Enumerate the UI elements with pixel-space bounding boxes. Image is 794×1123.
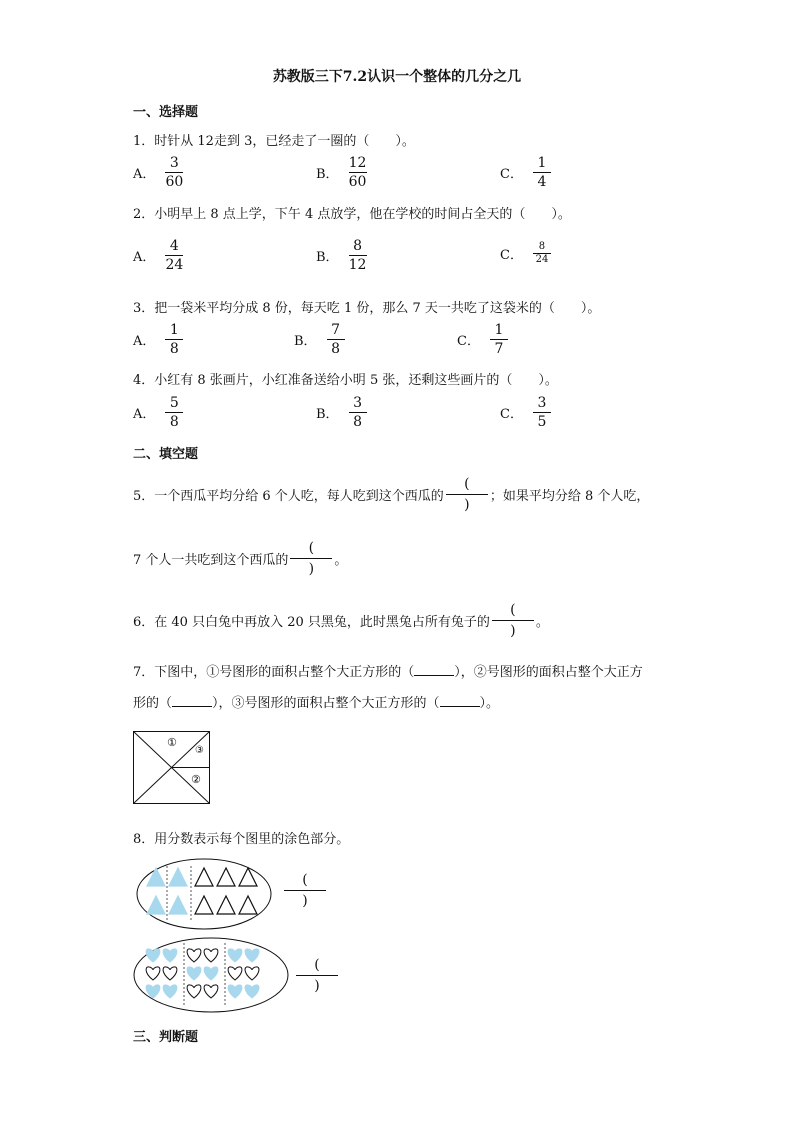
q4-option-a[interactable] [133,394,183,431]
shaded-heart [163,985,177,998]
option-label: A． [133,167,156,182]
question-7-line-2: 形的（ ），③号图形的面积占整个大正方形的（ ）。 [133,696,500,711]
q3-option-b[interactable] [294,321,345,358]
fraction-blank[interactable]: ( ) [290,538,332,579]
question-2: 2．小明早上 8 点上学，下午 4 点放学，他在学校的时间占全天的（ ）。 [133,207,571,222]
option-label: C． [457,334,480,349]
triangle [239,896,257,914]
heart [204,949,218,962]
q2-option-c[interactable] [500,241,551,266]
fraction-answer-2[interactable]: ( ) [294,955,340,996]
section-fill: 二、填空题 [133,447,199,462]
answer-blank[interactable] [172,694,212,707]
fraction: $\frac{5}{8}$ [165,394,183,431]
fraction: $\frac{1}{8}$ [165,321,183,358]
fraction: $\frac{7}{8}$ [327,321,345,358]
q3-option-a[interactable] [133,321,183,358]
fraction-blank[interactable]: ( ) [492,600,534,641]
question-5-line-1: 5．一个西瓜平均分给 6 个人吃，每人吃到这个西瓜的 ( ) ；如果平均分给 8 个人吃， [133,476,650,513]
triangle-ellipse-figure [136,858,272,930]
shaded-heart [204,967,218,980]
page-title: 苏教版三下7.2认识一个整体的几分之几 [272,69,522,85]
fraction: $\frac{12}{60}$ [348,155,367,190]
shaded-heart [228,985,242,998]
option-label: B． [294,334,317,349]
shaded-heart [245,985,259,998]
heart [187,985,201,998]
fraction-blank[interactable]: ( ) [446,474,488,515]
option-label: A． [133,250,156,265]
question-6: 6．在 40 只白兔中再放入 20 只黑兔，此时黑兔占所有兔子的 ( ) 。 [133,602,549,639]
q3-option-c[interactable] [457,321,508,358]
option-label: C． [500,248,523,263]
shaded-heart [245,949,259,962]
question-3: 3．把一袋米平均分成 8 份，每天吃 1 份，那么 7 天一共吃了这袋米的（ ）。 [133,301,601,316]
heart [245,967,259,980]
fraction: $\frac{8}{24}$ [533,241,551,266]
option-label: B． [316,407,339,422]
question-1: 1．时针从 12走到 3，已经走了一圈的（ ）。 [133,134,415,149]
question-5-line-2: 7 个人一共吃到这个西瓜的 ( ) 。 [133,540,348,577]
square-figure [133,731,211,805]
option-label: A． [133,334,156,349]
shaded-triangle [169,868,187,886]
region-label-3: ③ [195,745,204,756]
fraction: $\frac{4}{24}$ [165,238,184,273]
heart [187,949,201,962]
fraction: $\frac{1}{4}$ [533,154,551,191]
fraction-answer-1[interactable]: ( ) [282,870,328,911]
q1-option-a[interactable] [133,154,183,191]
q2-option-a[interactable] [133,237,183,274]
section-judge: 三、判断题 [133,1030,199,1045]
heart [204,985,218,998]
option-label: B． [316,250,339,265]
shaded-heart [187,967,201,980]
section-choice: 一、选择题 [133,105,199,120]
option-label: B． [316,167,339,182]
answer-blank[interactable] [414,663,454,676]
option-label: A． [133,407,156,422]
region-label-2: ② [191,773,201,786]
q1-option-c[interactable] [500,154,551,191]
question-4: 4．小红有 8 张画片，小红准备送给小明 5 张，还剩这些画片的（ ）。 [133,373,558,388]
fraction: $\frac{8}{12}$ [348,238,367,273]
option-label: C． [500,407,523,422]
q2-option-b[interactable] [316,237,367,274]
fraction: $\frac{3}{5}$ [533,394,551,431]
triangle [195,896,213,914]
heart [228,967,242,980]
q4-option-b[interactable] [316,394,367,431]
shaded-triangle [147,868,165,886]
fraction: $\frac{3}{60}$ [165,155,184,190]
option-label: C． [500,167,523,182]
fraction: $\frac{1}{7}$ [490,321,508,358]
triangle [217,896,235,914]
shaded-heart [163,949,177,962]
heart [146,967,160,980]
region-label-1: ① [167,736,177,749]
shaded-triangle [169,896,187,914]
triangle [217,868,235,886]
answer-blank[interactable] [440,694,480,707]
shaded-heart [146,949,160,962]
question-7-line-1: 7．下图中，①号图形的面积占整个大正方形的（ ），②号图形的面积占整个大正方 [133,665,643,680]
heart-ellipse-figure [133,937,289,1013]
question-8: 8．用分数表示每个图里的涂色部分。 [133,832,350,847]
fraction: $\frac{3}{8}$ [349,394,367,431]
shaded-triangle [147,896,165,914]
q4-option-c[interactable] [500,394,551,431]
triangle [195,868,213,886]
q1-option-b[interactable] [316,154,367,191]
heart [163,967,177,980]
shaded-heart [228,949,242,962]
